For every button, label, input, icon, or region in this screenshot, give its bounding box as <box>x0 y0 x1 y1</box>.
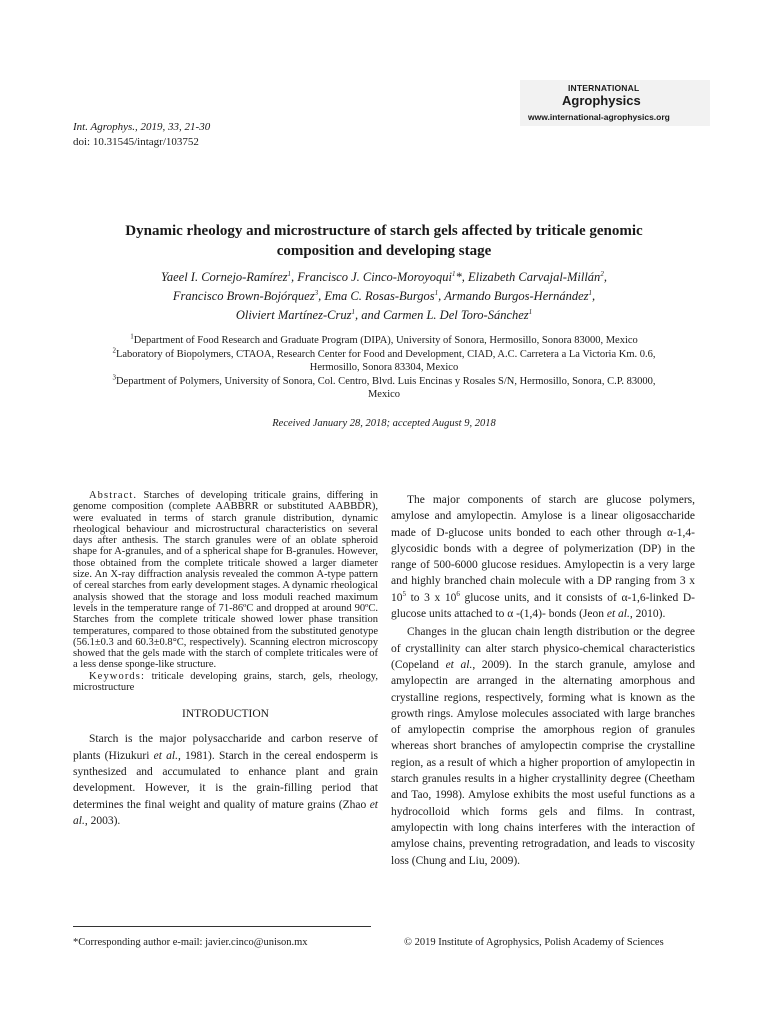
et-al: et al. <box>445 658 473 671</box>
affiliation-number: 2 <box>112 346 116 354</box>
keywords-label: Keywords: <box>89 670 145 682</box>
author-affiliation-mark: 1 <box>287 269 292 278</box>
exponent: 6 <box>456 589 460 598</box>
body-text: glucose units, and it consists of α-1,6-linked D-glucose units attached to α -(1,4)- bonds (Jeon <box>391 591 695 621</box>
abstract-text: Starches of developing triticale grains, differing in genome composition (complete AABBRR or substituted AABBDR), were evaluated in terms of starch granule distribution, dynamic rheological behaviour and microstructural characteristics on several days after anthesis. The starch granules were of an oblate spheroid shape for A-granules, and of a spherical shape for B-granules. However, those obtained from the complete triticale showed a larger diameter size. An X-ray diffraction analysis revealed the common A-type pattern of cereal starches from early development stages. A dynamic rheological analysis showed that the storage and loss moduli reached maximum levels in the temperature range of 71-86ºC and dropped at around 90ºC. Starches from the complete triticale showed lower phase transition temperatures, compared to those obtained from the substituted genotype (56.1±0.3 and 60.3±0.8°C, respectively). Scanning electron microscopy showed that the gels made with the starch of complete triticales were of a less dense sponge-like structure. <box>73 490 378 671</box>
et-al: et al. <box>606 608 630 621</box>
footnote-divider <box>73 926 371 927</box>
title-line-2: composition and developing stage <box>276 243 492 259</box>
author: Oliviert Martínez-Cruz <box>235 308 352 322</box>
affiliation-number: 1 <box>130 332 134 341</box>
author-separator: , <box>291 270 298 284</box>
body-text: , 2009). In the starch granule, amylose and amylopectin are arranged in the alternating amorphous and crystalline regions, respectively, forming what is known as the growth rings. Amylose molecules associated with large branches of amylopectin comprise the amorphous region of granules whereas short branches of amylopectin comprise the crystalline region, as a result of which a higher proportion of amylopectin in starch granules results in a higher crystallinity degree (Cheetham and Tao, 1998). Amylose exhibits the most useful functions as a hydrocolloid which forms gels and films. In contrast, amylopectin with long chains interferes with the interaction of amylose chains, preventing retrogradation, and leads to viscosity loss (Chung and Liu, 2009). <box>391 658 695 867</box>
article-title <box>70 221 698 261</box>
abstract-label: Abstract. <box>89 490 138 501</box>
right-column <box>391 492 695 869</box>
journal-logo <box>520 80 710 126</box>
intro-text: , 2003). <box>84 814 121 827</box>
author-separator: , <box>592 289 596 303</box>
author-affiliation-mark: 1 <box>452 269 456 278</box>
author-affiliation-mark: 1 <box>528 307 533 316</box>
affiliation-text: Department of Polymers, University of Sonora, Col. Centro, Blvd. Luis Encinas y Rosales S/N, Hermosillo, Sonora, C.P. 83000, <box>115 375 656 387</box>
body-text: , 2010). <box>629 608 666 621</box>
author: Francisco J. Cinco-Moroyoqui <box>297 270 453 284</box>
body-text: The major components of starch are glucose polymers, amylose and amylopectin. Amylose is a linear oligosaccharide made of D-glucose units bonded to each other through α-1,4-glycosidic bonds with a degree of polymerization (DP) in the range of 500-6000 glucose residues. Amylopectin is a very large and highly branched chain molecule with a DP ranging from 3 x 10 <box>391 494 695 604</box>
author-affiliation-mark: 2 <box>600 269 604 278</box>
corresponding-author-footnote: *Corresponding author e-mail: javier.cinco@unison.mx <box>73 937 308 948</box>
et-al: et al. <box>73 798 378 827</box>
author-separator: , <box>603 270 607 284</box>
journal-reference: Int. Agrophys., 2019, 33, 21-30 <box>73 121 211 133</box>
corresponding-author-mark: *, <box>455 270 469 284</box>
body-paragraph <box>391 492 695 622</box>
affiliations <box>78 334 690 402</box>
title-line-1: Dynamic rheology and microstructure of starch gels affected by triticale genomic <box>125 223 643 239</box>
left-column <box>73 490 378 829</box>
logo-url-link[interactable]: www.international-agrophysics.org <box>528 112 670 122</box>
affiliation-text: Laboratory of Biopolymers, CTAOA, Research Center for Food and Development, CIAD, A.C. Carretera a La Victoria Km. 0.6, <box>115 348 656 360</box>
author-affiliation-mark: 1 <box>588 288 593 297</box>
author-separator: , <box>318 289 325 303</box>
keywords-text: triticale developing grains, starch, gels, rheology, microstructure <box>73 670 379 694</box>
affiliation-number: 3 <box>112 373 116 381</box>
author-separator: , and <box>354 308 384 322</box>
received-dates: Received January 28, 2018; accepted August 9, 2018 <box>272 418 496 429</box>
abstract <box>73 490 378 671</box>
author: Francisco Brown-Bojórquez <box>172 289 315 303</box>
author: Yaeel I. Cornejo-Ramírez <box>161 270 288 284</box>
author: Elizabeth Carvajal-Millán <box>468 270 601 284</box>
logo-agrophysics-text: Agrophysics <box>562 93 641 108</box>
affiliation-text-continued: Mexico <box>367 389 401 400</box>
author-affiliation-mark: 1 <box>434 288 439 297</box>
affiliation-text: Department of Food Research and Graduate Program (DIPA), University of Sonora, Hermosillo, Sonora 83000, Mexico <box>133 335 638 346</box>
author: Carmen L. Del Toro-Sánchez <box>383 308 529 322</box>
doi-link[interactable]: doi: 10.31545/intagr/103752 <box>73 136 199 148</box>
et-al: et al. <box>153 749 178 762</box>
copyright-notice: © 2019 Institute of Agrophysics, Polish Academy of Sciences <box>404 937 664 948</box>
author-separator: , <box>438 289 445 303</box>
keywords <box>73 671 378 694</box>
intro-text: Starch is the major polysaccharide and carbon reserve of plants (Hizukuri <box>73 733 378 762</box>
author: Armando Burgos-Hernández <box>444 289 589 303</box>
author: Ema C. Rosas-Burgos <box>324 289 435 303</box>
author-affiliation-mark: 3 <box>314 288 319 297</box>
introduction-heading: INTRODUCTION <box>182 708 269 721</box>
intro-paragraph <box>73 731 378 829</box>
author-list <box>90 268 678 325</box>
body-text: to 3 x 10 <box>406 591 457 604</box>
body-text: Changes in the glucan chain length distribution or the degree of crystallinity can alter starch physico-chemical characteristics (Copeland <box>391 626 695 671</box>
intro-text: , 1981). Starch in the cereal endosperm is synthesized and accumulated to enhance plant and grain development. However, it is the grain-filling period that determines the final weight and quality of mature grains (Zhao <box>73 749 379 811</box>
logo-international-text: INTERNATIONAL <box>568 83 640 93</box>
affiliation-text-continued: Hermosillo, Sonora 83304, Mexico <box>309 362 459 373</box>
author-affiliation-mark: 1 <box>351 307 355 316</box>
exponent: 5 <box>402 589 406 598</box>
body-paragraph <box>391 624 695 868</box>
